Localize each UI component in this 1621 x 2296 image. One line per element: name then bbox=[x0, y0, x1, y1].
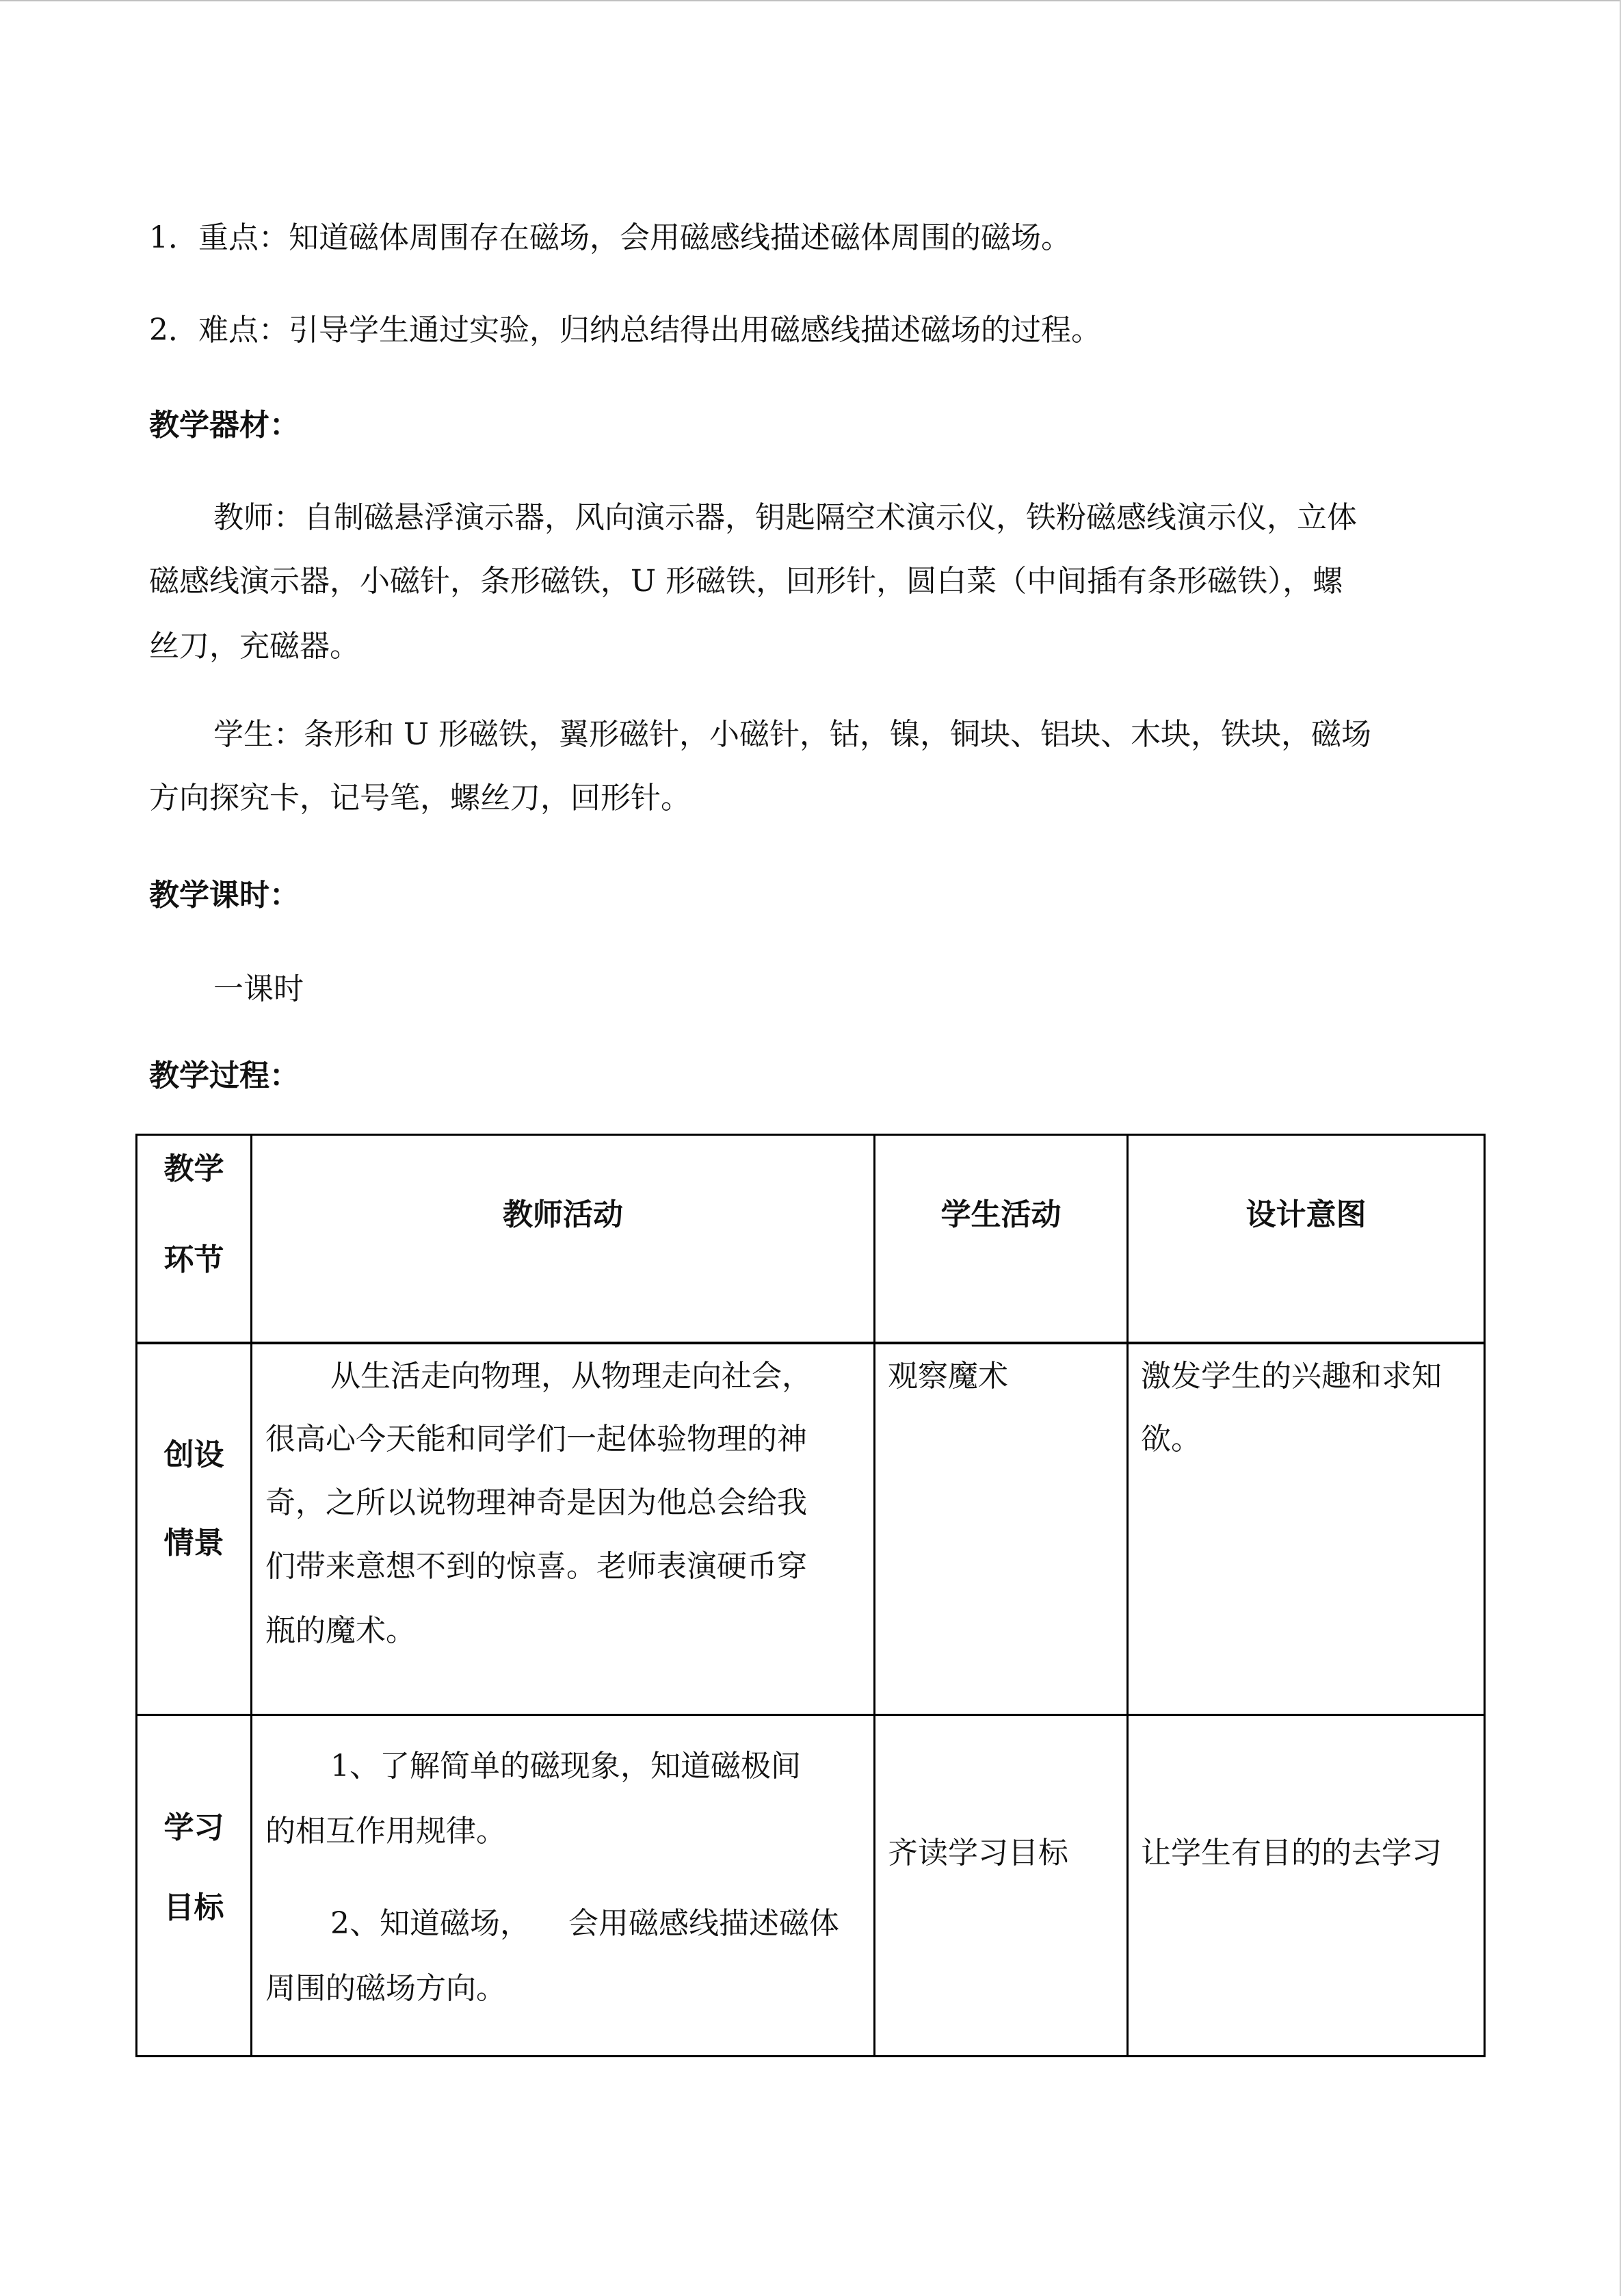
teacher-materials-line-2: 磁感线演示器，小磁针，条形磁铁，U 形磁铁，回形针，圆白菜（中间插有条形磁铁），螺 bbox=[149, 564, 1343, 599]
row2-intent-line-1: 让学生有目的的去学习 bbox=[1141, 1836, 1442, 1870]
class-hours-value: 一课时 bbox=[213, 971, 304, 1006]
header-teacher-activity: 教师活动 bbox=[503, 1197, 623, 1232]
row2-teacher-line-1: 1、了解简单的磁现象，知道磁极间 bbox=[330, 1749, 801, 1784]
difficult-point: 2．难点：引导学生通过实验，归纳总结得出用磁感线描述磁场的过程。 bbox=[149, 313, 1101, 348]
header-stage-line-1: 教学 bbox=[163, 1151, 224, 1186]
student-materials-line-2: 方向探究卡，记号笔，螺丝刀，回形针。 bbox=[149, 781, 691, 816]
row1-teacher-line-2: 很高心今天能和同学们一起体验物理的神 bbox=[265, 1422, 807, 1457]
table-col-divider-1 bbox=[250, 1134, 252, 2057]
row2-student-activity: 齐读学习目标 bbox=[888, 1836, 1068, 1870]
teacher-materials-line-3: 丝刀，充磁器。 bbox=[149, 629, 360, 664]
header-stage-line-2: 环节 bbox=[163, 1242, 224, 1277]
materials-heading: 教学器材： bbox=[149, 408, 300, 443]
class-hours-heading: 教学课时： bbox=[149, 878, 300, 913]
header-student-activity: 学生活动 bbox=[940, 1197, 1062, 1232]
row1-intent-line-1: 激发学生的兴趣和求知 bbox=[1141, 1359, 1442, 1394]
row1-teacher-line-1: 从生活走向物理，从物理走向社会， bbox=[330, 1359, 812, 1394]
row2-stage-line-1: 学习 bbox=[163, 1810, 224, 1845]
table-border-bottom bbox=[135, 2055, 1486, 2057]
page-top-border bbox=[0, 0, 1621, 1]
table-col-divider-3 bbox=[1126, 1134, 1129, 2057]
process-heading: 教学过程： bbox=[149, 1058, 300, 1093]
row1-stage-line-2: 情景 bbox=[163, 1526, 224, 1561]
key-point: 1．重点：知道磁体周围存在磁场，会用磁感线描述磁体周围的磁场。 bbox=[149, 220, 1071, 255]
table-header-divider bbox=[135, 1342, 1486, 1344]
row2-teacher-line-2: 的相互作用规律。 bbox=[265, 1814, 506, 1849]
row2-stage-line-2: 目标 bbox=[163, 1890, 224, 1925]
row1-teacher-line-4: 们带来意想不到的惊喜。老师表演硬币穿 bbox=[265, 1549, 807, 1584]
row2-teacher-line-4: 周围的磁场方向。 bbox=[265, 1971, 506, 2006]
teacher-materials-line-1: 教师：自制磁悬浮演示器，风向演示器，钥匙隔空术演示仪，铁粉磁感线演示仪，立体 bbox=[213, 500, 1357, 535]
row1-intent-line-2: 欲。 bbox=[1141, 1422, 1201, 1457]
teaching-process-table bbox=[135, 1134, 1486, 2057]
row1-teacher-line-5: 瓶的魔术。 bbox=[265, 1613, 416, 1648]
row1-student-activity: 观察魔术 bbox=[888, 1359, 1008, 1394]
row2-teacher-line-3: 2、知道磁场， 会用磁感线描述磁体 bbox=[330, 1906, 839, 1941]
student-materials-line-1: 学生：条形和 U 形磁铁，翼形磁针，小磁针，钴，镍，铜块、铝块、木块，铁块，磁场 bbox=[213, 717, 1372, 752]
table-border-top bbox=[135, 1134, 1486, 1136]
row1-teacher-line-3: 奇，之所以说物理神奇是因为他总会给我 bbox=[265, 1485, 807, 1520]
header-design-intent: 设计意图 bbox=[1246, 1197, 1367, 1232]
table-row-divider bbox=[135, 1714, 1486, 1716]
table-col-divider-2 bbox=[873, 1134, 875, 2057]
table-border-right bbox=[1484, 1134, 1486, 2057]
row1-stage-line-1: 创设 bbox=[163, 1437, 224, 1472]
